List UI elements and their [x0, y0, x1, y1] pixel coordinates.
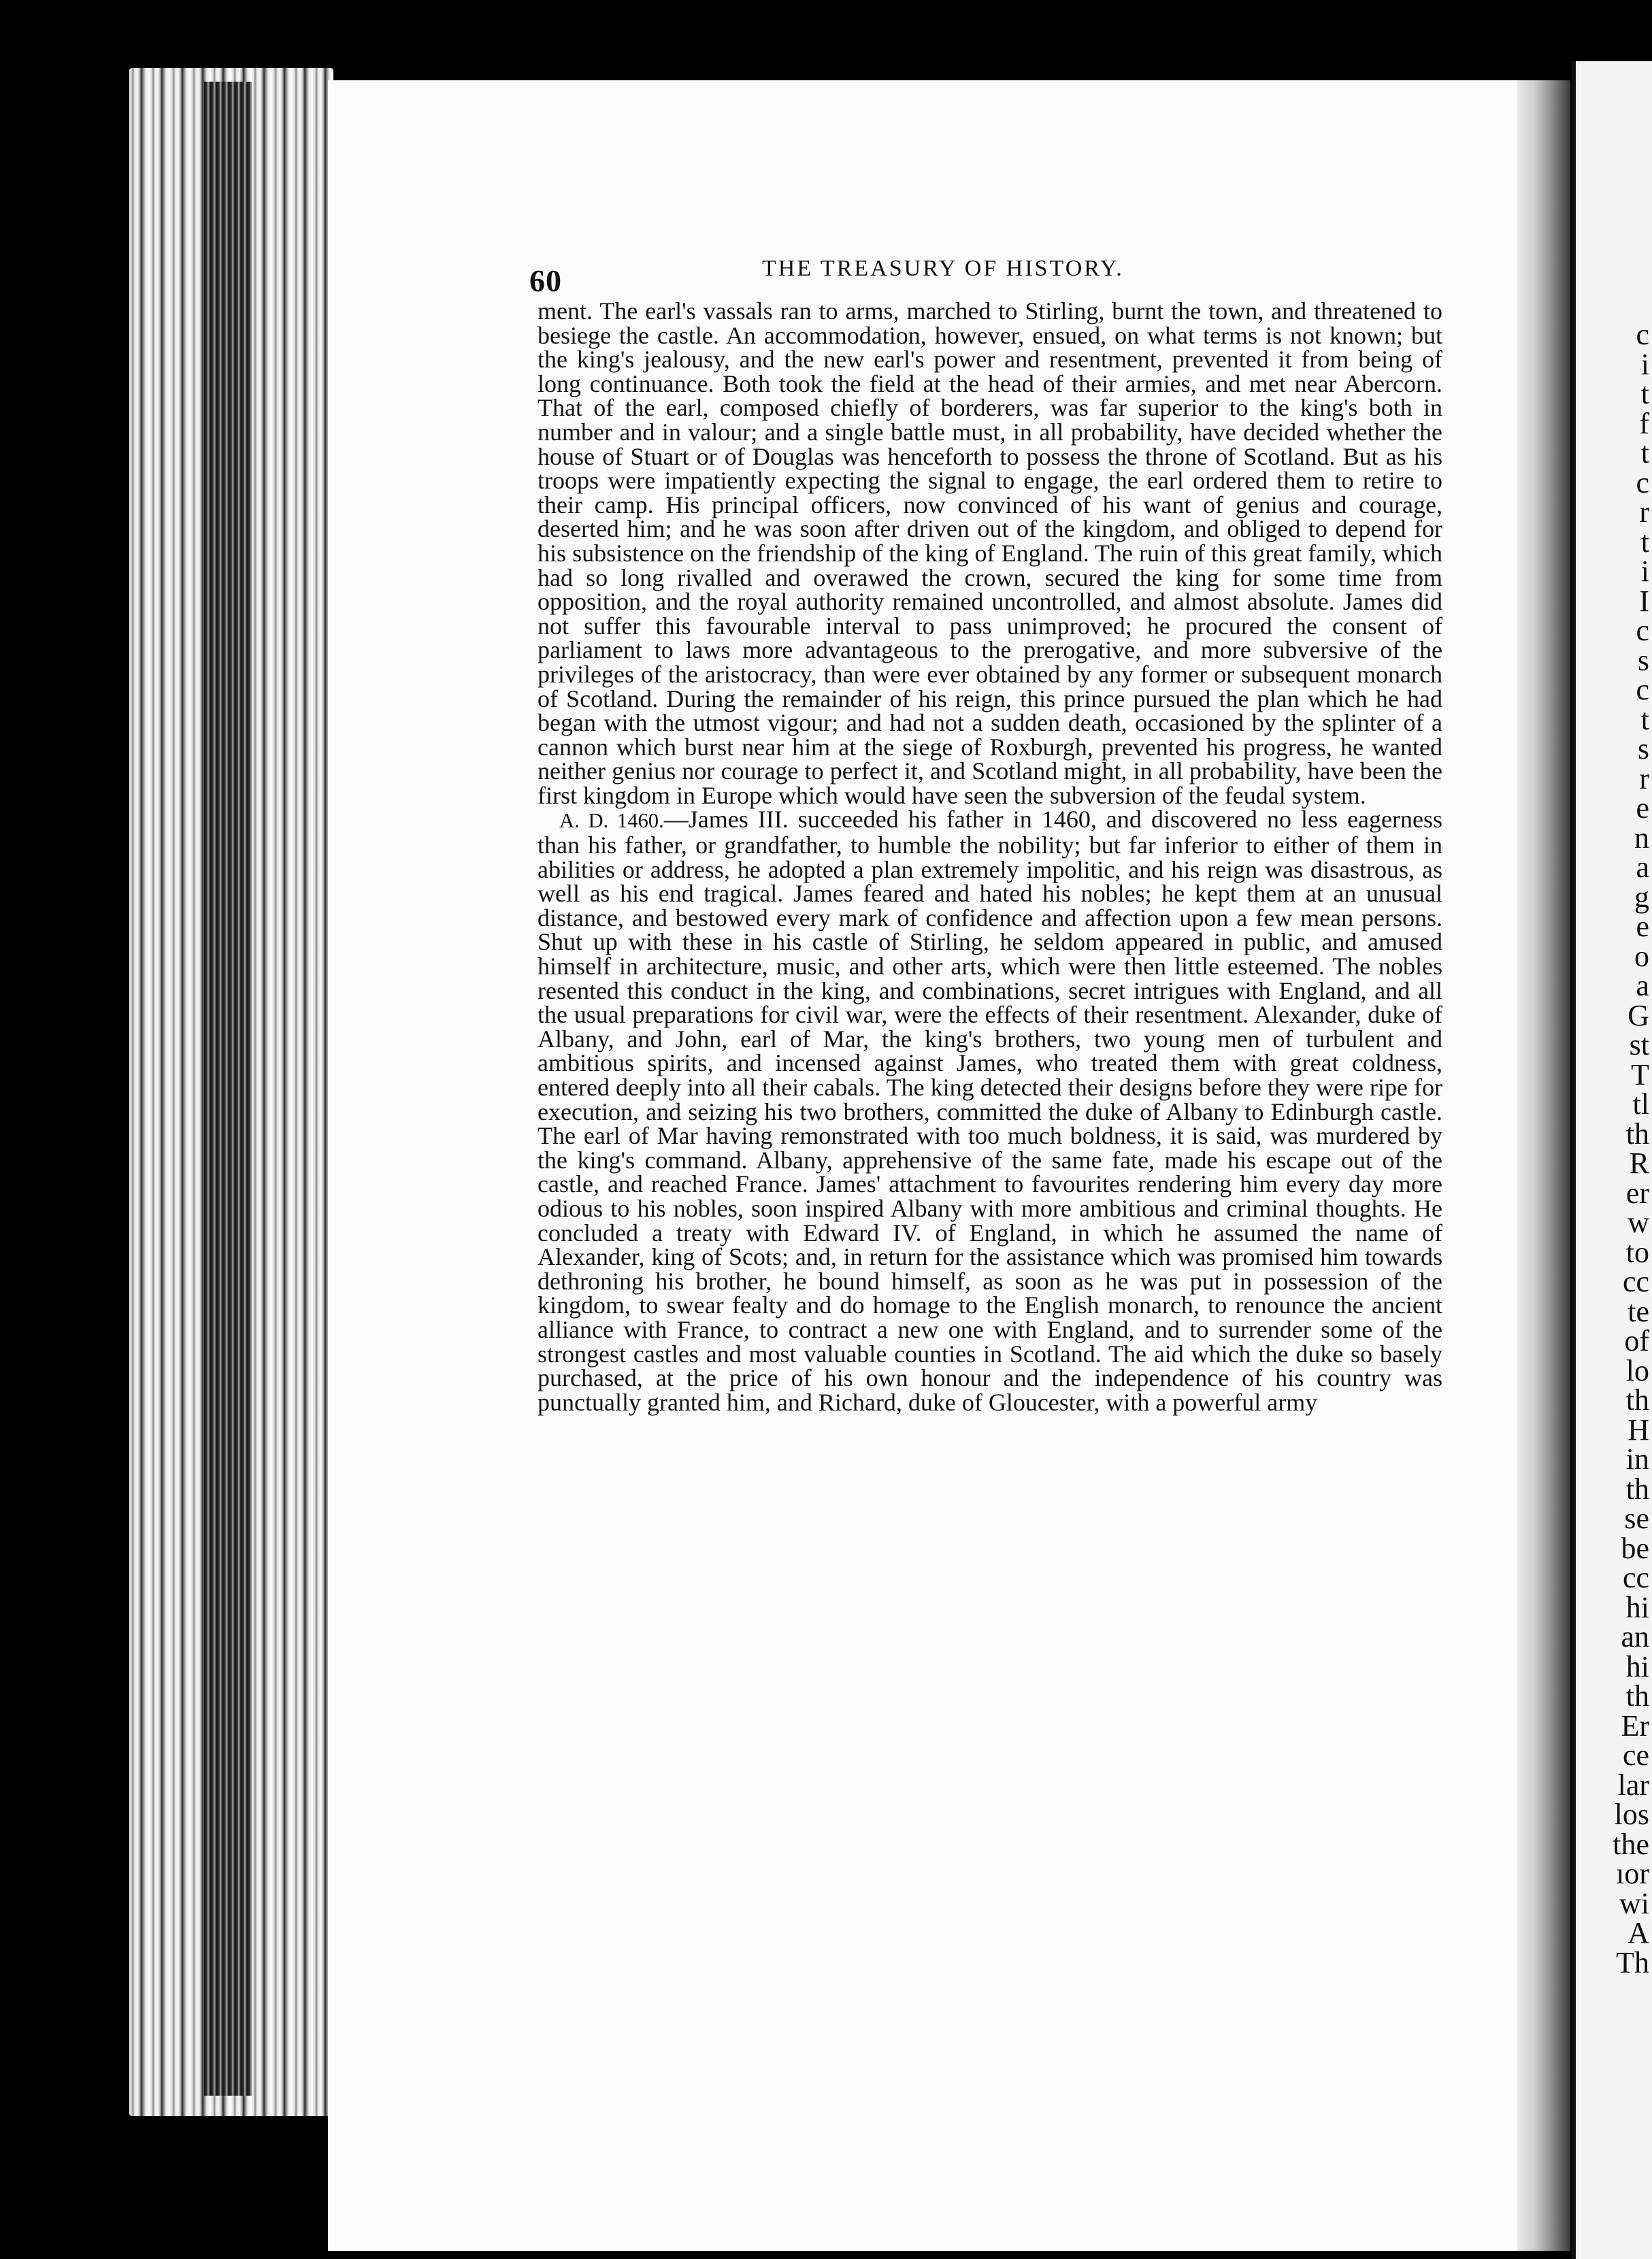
facing-page-fragment: a [1636, 851, 1649, 884]
facing-page-fragment: Th [1616, 1945, 1649, 1979]
facing-page-fragment: r [1639, 495, 1649, 529]
facing-page-fragment: t [1640, 436, 1649, 469]
facing-page-fragment: cc [1622, 1561, 1649, 1594]
facing-page-fragment: f [1639, 406, 1649, 440]
facing-page-fragment: w [1628, 1206, 1649, 1239]
facing-page-fragment: hi [1625, 1649, 1649, 1683]
facing-page-fragment: A [1628, 1916, 1649, 1949]
facing-page-fragment: T [1631, 1057, 1649, 1091]
facing-page-fragment: th [1625, 1383, 1649, 1417]
running-head: THE TREASURY OF HISTORY. [762, 256, 1124, 281]
body-text [538, 299, 1442, 1415]
facing-page-fragment: ıor [1616, 1857, 1649, 1890]
facing-page-fragment: tl [1632, 1087, 1649, 1121]
facing-page-fragment: e [1636, 791, 1649, 825]
facing-page-fragment: er [1625, 1176, 1649, 1210]
facing-page-fragment: c [1636, 673, 1649, 706]
facing-page-fragment: G [1628, 998, 1649, 1032]
binding-shadow [1517, 80, 1570, 2251]
facing-page-fragment: in [1625, 1442, 1649, 1476]
facing-page-fragment: of [1624, 1324, 1649, 1357]
book-fore-edge [129, 68, 333, 2116]
facing-page-fragment: a [1636, 969, 1649, 1002]
facing-page-fragment: lo [1625, 1353, 1649, 1387]
facing-page-fragment: the [1613, 1827, 1649, 1861]
facing-page-fragment: I [1639, 584, 1649, 618]
facing-page-fragment: hi [1625, 1590, 1649, 1624]
facing-page-fragment: wi [1619, 1886, 1649, 1920]
facing-page-fragment: Er [1621, 1709, 1649, 1743]
facing-page-fragment: cc [1622, 1265, 1649, 1298]
paragraph-2-text: —James III. succeeded his father in 1460, and discovered no less eagerness than his father, or grandfather, to humble the nobility; but far inferior to either of them in abilities or address, he adopted a plan extremely impolitic, and his reign was disastrous, as well as his end tragical. James feared and hated his nobles; he kept them at an unusual distance, and bestowed every mark of confidence and affection upon a few mean persons. Shut up with these in his castle of Stirling, he seldom appeared in public, and amused himself in architecture, music, and other arts, which were then little esteemed. The nobles resented this conduct in the king, and combinations, secret intrigues with England, and all the usual preparations for civil war, were the effects of their resentment. Alexander, duke of Albany, and John, earl of Mar, the king's brothers, two young men of turbulent and ambitious spirits, and incensed against James, who treated them with great coldness, entered deeply into all their cabals. The king detected their designs before they were ripe for execution, and seizing his two brothers, committed the duke of Albany to Edinburgh castle. The earl of Mar having remonstrated with too much boldness, it is said, was murdered by the king's command. Albany, apprehensive of the same fate, made his escape out of the castle, and reached France. James' attachment to favourites rendering him every day more odious to his nobles, soon inspired Albany with more ambitious and criminal thoughts. He concluded a treaty with Edward IV. of England, in which he assumed the name of Alexander, king of Scots; and, in return for the assistance which was promised him towards dethroning his brother, he bound himself, as soon as he was put in possession of the kingdom, to swear fealty and do homage to the English monarch, to renounce the ancient alliance with France, to contract a new one with England, and to surrender some of the strongest castles and most valuable counties in Scotland. The aid which the duke so basely purchased, at the price of his own honour and the independence of his country was punctually granted him, and Richard, duke of Gloucester, with a powerful army [538, 806, 1442, 1416]
facing-page-fragment: i [1640, 347, 1649, 381]
facing-page-fragment: c [1636, 465, 1649, 499]
facing-page-fragment: st [1629, 1028, 1649, 1061]
date-marker: A. D. 1460. [559, 809, 664, 833]
facing-page-fragment: o [1634, 939, 1649, 973]
facing-page-fragment: te [1628, 1294, 1649, 1328]
facing-page-fragment: se [1624, 1502, 1649, 1535]
facing-page-fragment: lar [1617, 1768, 1649, 1802]
facing-page-fragment: c [1636, 614, 1649, 647]
facing-page-fragment: t [1640, 525, 1649, 559]
facing-page-fragment: ce [1622, 1738, 1649, 1772]
facing-page-fragment: e [1636, 910, 1649, 943]
paragraph-1: ment. The earl's vassals ran to arms, marched to Stirling, burnt the town, and threatened to besiege the castle. An accommodation, however, ensued, on what terms is not known; but the king's jealousy, and the new earl's power and resentment, prevented it from being of long continuance. Both took the field at the head of their armies, and met near Abercorn. That of the earl, composed chiefly of borderers, was far superior to the king's both in number and in valour; and a single battle must, in all probability, have decided whether the house of Stuart or of Douglas was henceforth to possess the throne of Scotland. But as his troops were impatiently expecting the signal to engage, the earl ordered them to retire to their camp. His principal officers, now convinced of his want of genius and courage, deserted him; and he was soon after driven out of the kingdom, and obliged to depend for his subsistence on the friendship of the king of England. The ruin of this great family, which had so long rivalled and overawed the crown, secured the king for some time from opposition, and the royal authority remained uncontrolled, and almost absolute. James did not suffer this favourable interval to pass unimproved; he procured the consent of parliament to laws more advantageous to the prerogative, and more subversive of the privileges of the aristocracy, than were ever obtained by any former or subsequent monarch of Scotland. During the remainder of his reign, this prince pursued the plan which he had began with the utmost vigour; and had not a sudden death, occasioned by the splinter of a cannon which burst near him at the siege of Roxburgh, prevented his progress, he wanted neither genius nor courage to perfect it, and Scotland might, in all probability, have been the first kingdom in Europe which would have seen the subversion of the feudal system. [538, 297, 1442, 809]
facing-page-fragment: g [1634, 880, 1649, 914]
facing-page-fragment: s [1637, 643, 1649, 677]
facing-page-fragment: los [1614, 1798, 1649, 1831]
facing-page-fragment: c [1636, 318, 1649, 351]
facing-page-fragment: H [1628, 1413, 1649, 1447]
facing-page-fragment: t [1640, 702, 1649, 736]
facing-page-fragment: r [1639, 761, 1649, 795]
facing-page-fragment: t [1640, 377, 1649, 410]
facing-page-fragment: an [1621, 1620, 1649, 1653]
facing-page-fragment: th [1625, 1679, 1649, 1713]
facing-page-fragment: R [1629, 1147, 1649, 1180]
paragraph-2 [538, 808, 1442, 1415]
facing-page-fragment: to [1625, 1235, 1649, 1269]
facing-page-fragment: s [1637, 732, 1649, 765]
facing-page-fragment: th [1625, 1472, 1649, 1506]
facing-page-fragment: th [1625, 1117, 1649, 1151]
facing-page-fragment: i [1640, 555, 1649, 588]
facing-page-fragment: n [1634, 821, 1649, 855]
page-number: 60 [529, 263, 562, 298]
facing-page-fragment: be [1621, 1531, 1649, 1565]
